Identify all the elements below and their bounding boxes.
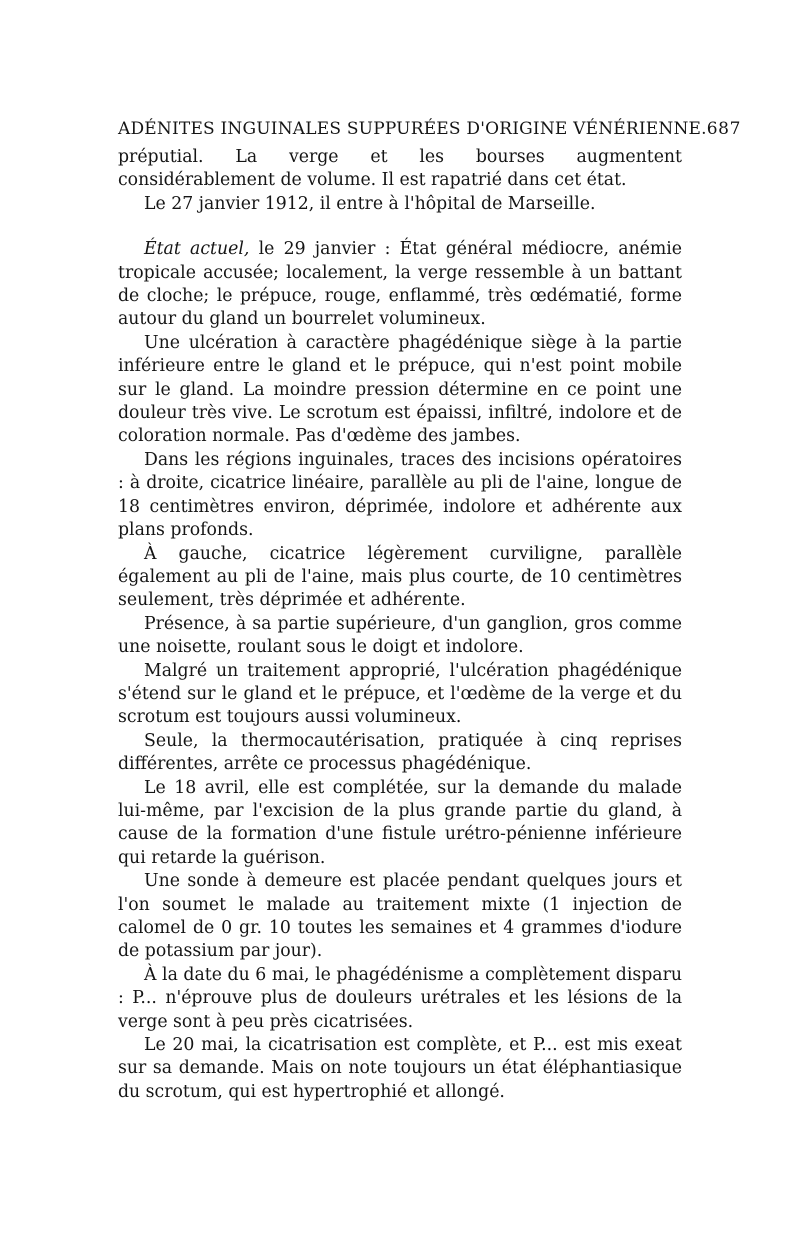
page <box>118 112 742 1104</box>
running-header <box>118 112 742 146</box>
paragraph: Le 18 avril, elle est complétée, sur la demande du malade lui-même, par l'excision de la plus grande partie du gland, à cause de la formation d'une fistule urétro-pénienne inférieure qui retarde la guérison. <box>118 777 682 868</box>
paragraph: Présence, à sa partie supérieure, d'un ganglion, gros comme une noisette, roulant sous le doigt et indolore. <box>118 613 682 658</box>
paragraph: État actuel, le 29 janvier : État général médiocre, anémie tropicale accusée; localement, la verge ressemble à un battant de cloche; le prépuce, rouge, enflammé, très œdématié, forme autour du gland un bourrelet volumineux. <box>118 239 682 330</box>
paragraph: Le 27 janvier 1912, il entre à l'hôpital de Marseille. <box>144 193 596 214</box>
paragraph: Dans les régions inguinales, traces des incisions opératoires : à droite, cicatrice linéaire, parallèle au pli de l'aine, longue de 18 centimètres environ, déprimée, indolore et adhérente aux plans profonds. <box>118 449 682 541</box>
paragraph: Une ulcération à caractère phagédénique siège à la partie inférieure entre le gland et le prépuce, qui n'est point mobile sur le gland. La moindre pression détermine en ce point une douleur très vive. Le scrotum est épaissi, infiltré, indolore et de coloration normale. Pas d'œdème des jambes. <box>118 332 682 447</box>
body-text <box>118 146 682 1104</box>
paragraph: Seule, la thermocautérisation, pratiquée à cinq reprises différentes, arrête ce processus phagédénique. <box>118 730 682 775</box>
page-number: 687 <box>706 119 742 139</box>
paragraph: À la date du 6 mai, le phagédénisme a complètement disparu : P... n'éprouve plus de douleurs urétrales et les lésions de la verge sont à peu près cicatrisées. <box>118 964 682 1032</box>
paragraph: Une sonde à demeure est placée pendant quelques jours et l'on soumet le malade au traitement mixte (1 injection de calomel de 0 gr. 10 toutes les semaines et 4 grammes d'iodure de potassium par jour). <box>118 871 682 962</box>
paragraph: Le 20 mai, la cicatrisation est complète, et P... est mis exeat sur sa demande. Mais on note toujours un état éléphantiasique du scrotum, qui est hypertrophié et allongé. <box>118 1035 682 1102</box>
paragraph: préputial. La verge et les bourses augmentent considérablement de volume. Il est rapatrié dans cet état. <box>118 147 682 191</box>
section-lead: État actuel, <box>144 239 250 260</box>
paragraph: À gauche, cicatrice légèrement curviligne, parallèle également au pli de l'aine, mais plus courte, de 10 centimètres seulement, très déprimée et adhérente. <box>118 543 682 611</box>
running-title: ADÉNITES INGUINALES SUPPURÉES D'ORIGINE VÉNÉRIENNE. <box>118 119 707 139</box>
paragraph: Malgré un traitement approprié, l'ulcération phagédénique s'étend sur le gland et le prépuce, et l'œdème de la verge et du scrotum est toujours aussi volumineux. <box>118 660 682 728</box>
